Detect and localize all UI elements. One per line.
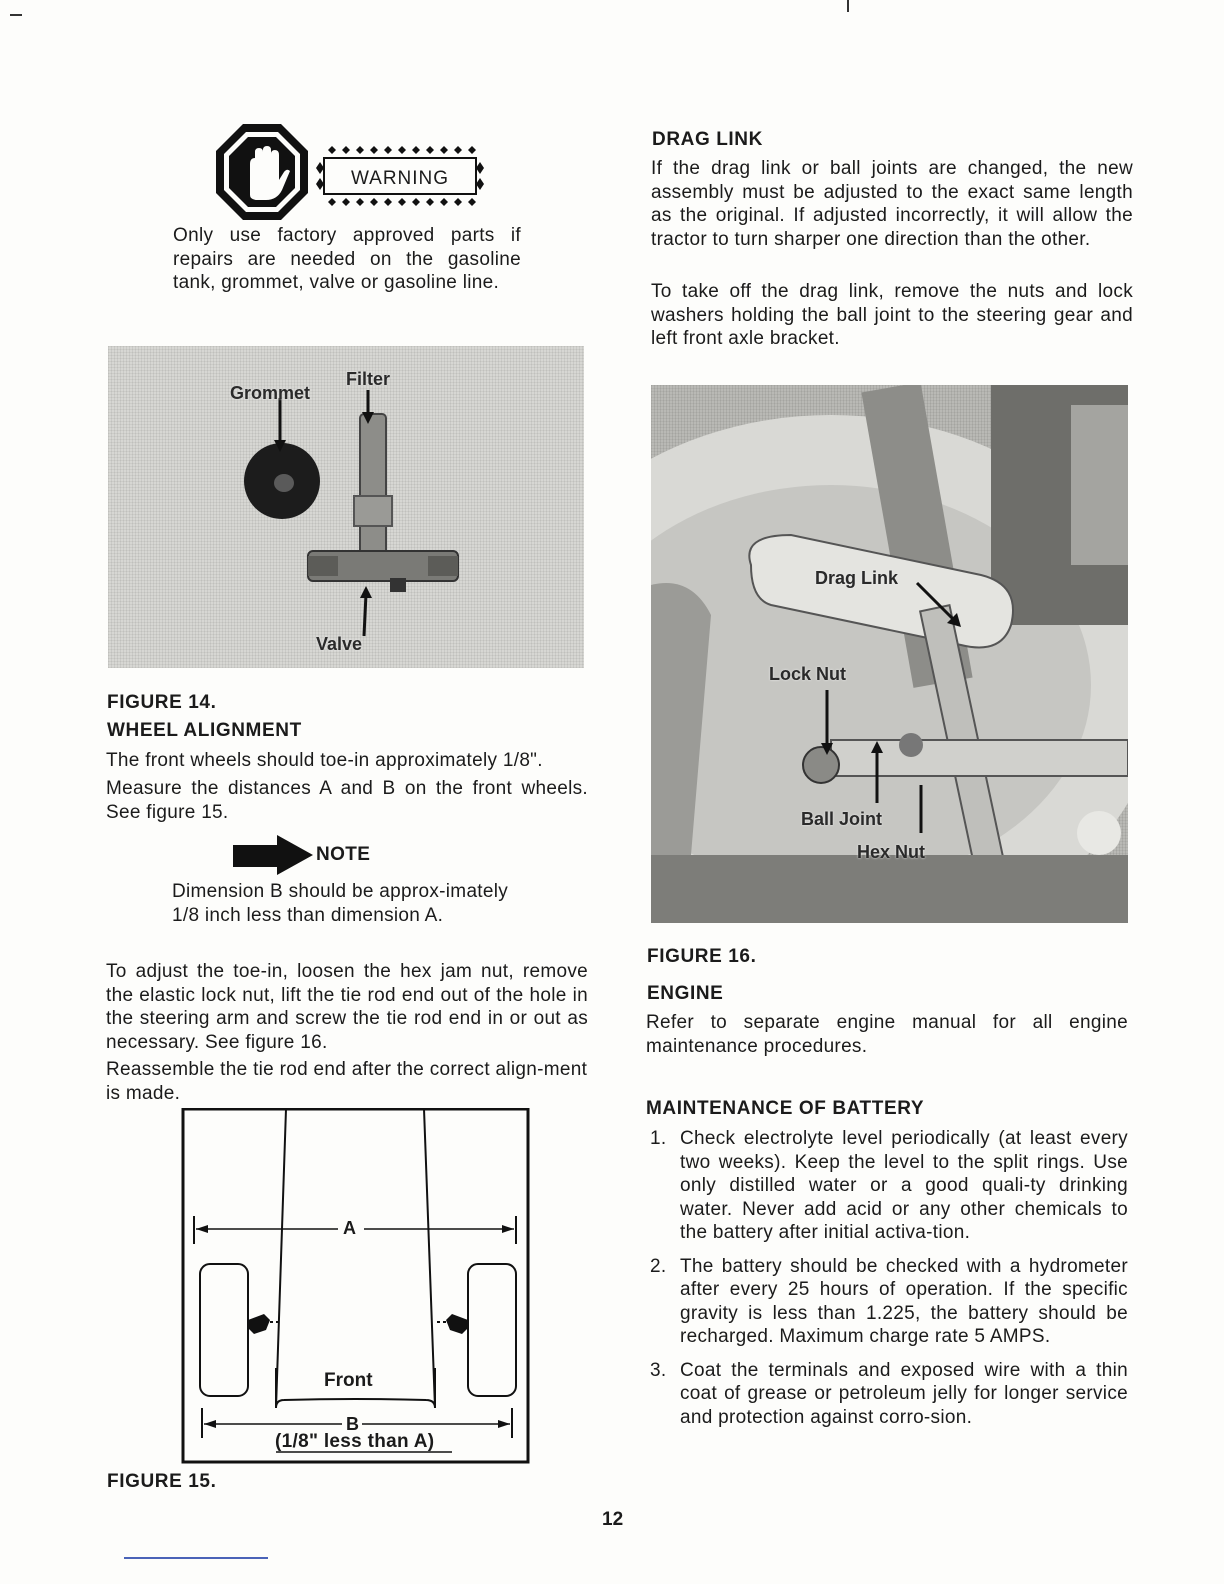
warning-block [214, 122, 504, 226]
grommet-label: Grommet [230, 383, 311, 403]
dimension-b-label: B [346, 1414, 359, 1434]
wheel-alignment-p1: The front wheels should toe-in approximately 1/8". [106, 750, 543, 771]
list-item-number: 3. [650, 1359, 667, 1381]
bottom-rule [124, 1557, 268, 1559]
note-label: NOTE [316, 844, 371, 865]
scan-mark-left [10, 14, 22, 16]
ball-joint-label: Ball Joint [801, 809, 883, 829]
engine-text: Refer to separate engine manual for all engine maintenance procedures. [646, 1012, 1128, 1057]
wheel-alignment-p2: Measure the distances A and B on the front wheels. See figure 15. [106, 778, 588, 823]
figure-14-photo [108, 346, 584, 668]
list-item-number: 1. [650, 1128, 667, 1149]
list-item [646, 1255, 1128, 1349]
note-text: Dimension B should be approx-imately 1/8 inch less than dimension A. [172, 881, 509, 926]
drag-link-heading: DRAG LINK [652, 129, 763, 150]
warning-label: WARNING [350, 168, 450, 189]
scan-mark-top [847, 0, 849, 12]
wheel-alignment-p4: Reassemble the tie rod end after the correct align-ment is made. [106, 1059, 588, 1104]
page-number: 12 [602, 1509, 624, 1530]
battery-list [646, 1127, 1128, 1439]
note-arrow-icon [233, 835, 313, 875]
figure-15-diagram [180, 1108, 530, 1464]
drag-link-label: Drag Link [815, 568, 899, 588]
hex-nut-label: Hex Nut [857, 842, 926, 862]
toe-in-diagram [180, 1108, 530, 1464]
engine-heading: ENGINE [647, 983, 724, 1004]
list-item-text: Check electrolyte level periodically (at least every two weeks). Keep the level to the split rings. Use only distilled water or a good quali-ty drinking water. Never add acid or any other chemicals to the battery after initial activa-tion. [680, 1128, 1128, 1243]
dimension-a-label: A [343, 1218, 356, 1238]
figure-14-caption: FIGURE 14. [107, 692, 217, 713]
dimension-b-note: (1/8" less than A) [275, 1431, 435, 1452]
wheel-alignment-p3: To adjust the toe-in, loosen the hex jam nut, remove the elastic lock nut, lift the tie rod end out of the hole in the steering arm and screw the tie rod end in or out as necessary. See figure 16. [106, 961, 588, 1053]
figure-16-photo [651, 385, 1128, 923]
figure-15-caption: FIGURE 15. [107, 1471, 217, 1492]
list-item-number: 2. [650, 1255, 667, 1277]
list-item [646, 1127, 1128, 1245]
warning-text: Only use factory approved parts if repairs are needed on the gasoline tank, grommet, valve or gasoline line. [173, 225, 521, 293]
list-item-text: The battery should be checked with a hydrometer after every 25 hours of operation. If the specific gravity is less than 1.225, the battery should be recharged. Maximum charge rate 5 AMPS. [680, 1255, 1128, 1347]
fuel-parts-illustration [108, 346, 584, 668]
list-item [646, 1359, 1128, 1430]
figure-16-caption: FIGURE 16. [647, 946, 757, 967]
stop-hand-icon [214, 122, 310, 222]
wheel-alignment-heading: WHEEL ALIGNMENT [107, 720, 302, 741]
filter-label: Filter [346, 369, 391, 389]
valve-label: Valve [316, 634, 363, 654]
battery-heading: MAINTENANCE OF BATTERY [646, 1098, 925, 1119]
lock-nut-label: Lock Nut [769, 664, 847, 684]
drag-link-p2: To take off the drag link, remove the nuts and lock washers holding the ball joint to the steering gear and left front axle bracket. [651, 281, 1133, 349]
front-label: Front [324, 1370, 373, 1391]
drag-link-p1: If the drag link or ball joints are changed, the new assembly must be adjusted to the exact same length as the original. If adjusted incorrectly, it will allow the tractor to turn sharper one direction than the other. [651, 158, 1133, 250]
list-item-text: Coat the terminals and exposed wire with a thin coat of grease or petroleum jelly for longer service and protection against corro-sion. [680, 1359, 1128, 1428]
